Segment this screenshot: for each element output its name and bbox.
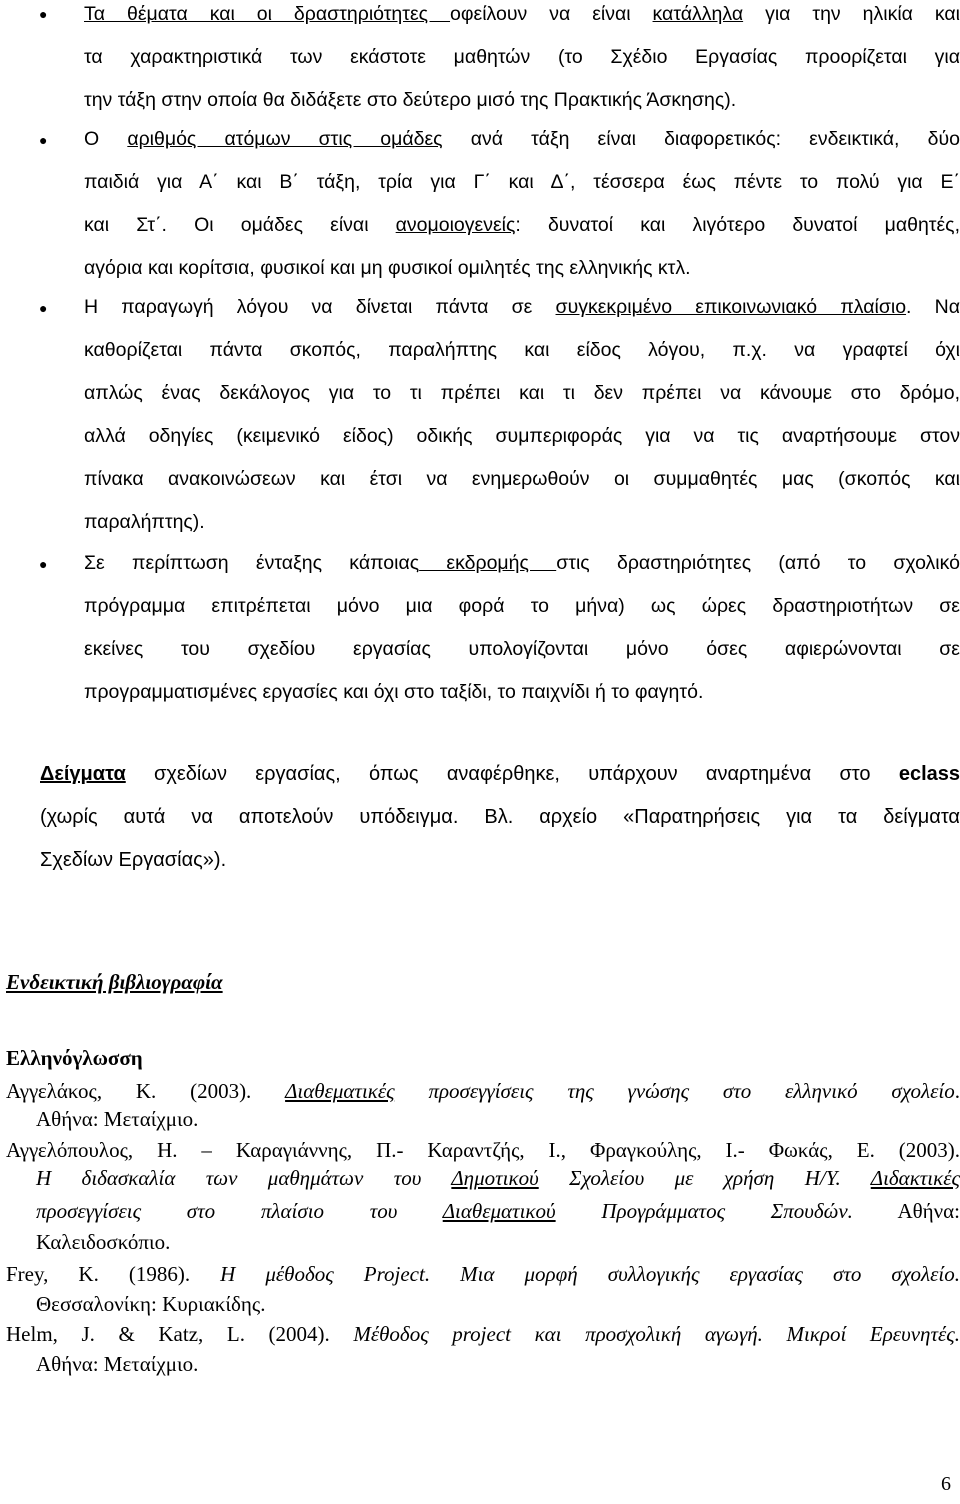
text-line: Τα θέματα και οι δραστηριότητες οφείλουν να είναι κατάλληλα για την ηλικία και <box>84 3 960 25</box>
text-line: Frey, K. (1986). Η μέθοδος Project. Μια μορφή συλλογικής εργασίας στο σχολείο. <box>6 1262 960 1286</box>
text-line: Αθήνα: Μεταίχμιο. <box>36 1107 199 1131</box>
text-line: Αθήνα: Μεταίχμιο. <box>36 1352 199 1376</box>
text-line: Θεσσαλονίκη: Κυριακίδης. <box>36 1292 266 1316</box>
text-line: Δείγματα σχεδίων εργασίας, όπως αναφέρθηκε, υπάρχουν αναρτημένα στο eclass <box>40 763 960 785</box>
text-line: Σε περίπτωση ένταξης κάποιας εκδρομής στις δραστηριότητες (από το σχολικό <box>84 552 960 574</box>
text-line: παραλήπτης). <box>84 511 205 533</box>
text-line: πίνακα ανακοινώσεων και έτσι να ενημερωθούν οι συμμαθητές μας (σκοπός και <box>84 468 960 490</box>
text-line: αγόρια και κορίτσια, φυσικοί και μη φυσικοί ομιλητές της ελληνικής κτλ. <box>84 257 691 279</box>
text-line: Helm, J. & Katz, L. (2004). Μέθοδος project και προσχολική αγωγή. Μικροί Ερευνητές. <box>6 1322 960 1346</box>
text-line: καθορίζεται πάντα σκοπός, παραλήπτης και είδος λόγου, π.χ. να γραφτεί όχι <box>84 339 960 361</box>
text-line: παιδιά για Α΄ και Β΄ τάξη, τρία για Γ΄ και Δ΄, τέσσερα έως πέντε το πολύ για Ε΄ <box>84 171 960 193</box>
bullet-icon: ● <box>39 6 48 22</box>
text-line: Καλειδοσκόπιο. <box>36 1230 171 1254</box>
text-line: προσεγγίσεις στο πλαίσιο του Διαθεματικού Προγράμματος Σπουδών. Αθήνα: <box>36 1199 960 1223</box>
text-line: Αγγελάκος, Κ. (2003). Διαθεματικές προσεγγίσεις της γνώσης στο ελληνικό σχολείο. <box>6 1079 960 1103</box>
text-line: προγραμματισμένες εργασίες και όχι στο ταξίδι, το παιχνίδι ή το φαγητό. <box>84 681 704 703</box>
text-line: Η παραγωγή λόγου να δίνεται πάντα σε συγκεκριμένο επικοινωνιακό πλαίσιο. Να <box>84 296 960 318</box>
bullet-icon: ● <box>39 132 48 148</box>
page-number: 6 <box>941 1473 951 1495</box>
text-line: Ο αριθμός ατόμων στις ομάδες ανά τάξη είναι διαφορετικός: ενδεικτικά, δύο <box>84 128 960 150</box>
text-line: Η διδασκαλία των μαθημάτων του Δημοτικού Σχολείου με χρήση Η/Υ. Διδακτικές <box>36 1166 960 1190</box>
text-line: (χωρίς αυτά να αποτελούν υπόδειγμα. Βλ. αρχείο «Παρατηρήσεις για τα δείγματα <box>40 806 960 828</box>
text-line: απλώς ένας δεκάλογος για το τι πρέπει και τι δεν πρέπει να κάνουμε στο δρόμο, <box>84 382 960 404</box>
bullet-icon: ● <box>39 556 48 572</box>
text-line: Αγγελόπουλος, Η. – Καραγιάννης, Π.- Καραντζής, Ι., Φραγκούλης, Ι.- Φωκάς, Ε. (2003). <box>6 1138 960 1162</box>
bibliography-heading: Ενδεικτική βιβλιογραφία <box>6 970 223 994</box>
text-line: πρόγραμμα επιτρέπεται μόνο μια φορά το μήνα) ως ώρες δραστηριοτήτων σε <box>84 595 960 617</box>
text-line: Σχεδίων Εργασίας»). <box>40 849 227 871</box>
text-line: τα χαρακτηριστικά των εκάστοτε μαθητών (το Σχέδιο Εργασίας προορίζεται για <box>84 46 960 68</box>
bibliography-subheading: Ελληνόγλωσση <box>6 1046 143 1070</box>
text-line: εκείνες του σχεδίου εργασίας υπολογίζονται μόνο όσες αφιερώνονται σε <box>84 638 960 660</box>
text-line: αλλά οδηγίες (κειμενικό είδος) οδικής συμπεριφοράς για να τις αναρτήσουμε στον <box>84 425 960 447</box>
text-line: και Στ΄. Οι ομάδες είναι ανομοιογενείς: δυνατοί και λιγότερο δυνατοί μαθητές, <box>84 214 960 236</box>
text-line: την τάξη στην οποία θα διδάξετε στο δεύτερο μισό της Πρακτικής Άσκησης). <box>84 89 737 111</box>
bullet-icon: ● <box>39 300 48 316</box>
